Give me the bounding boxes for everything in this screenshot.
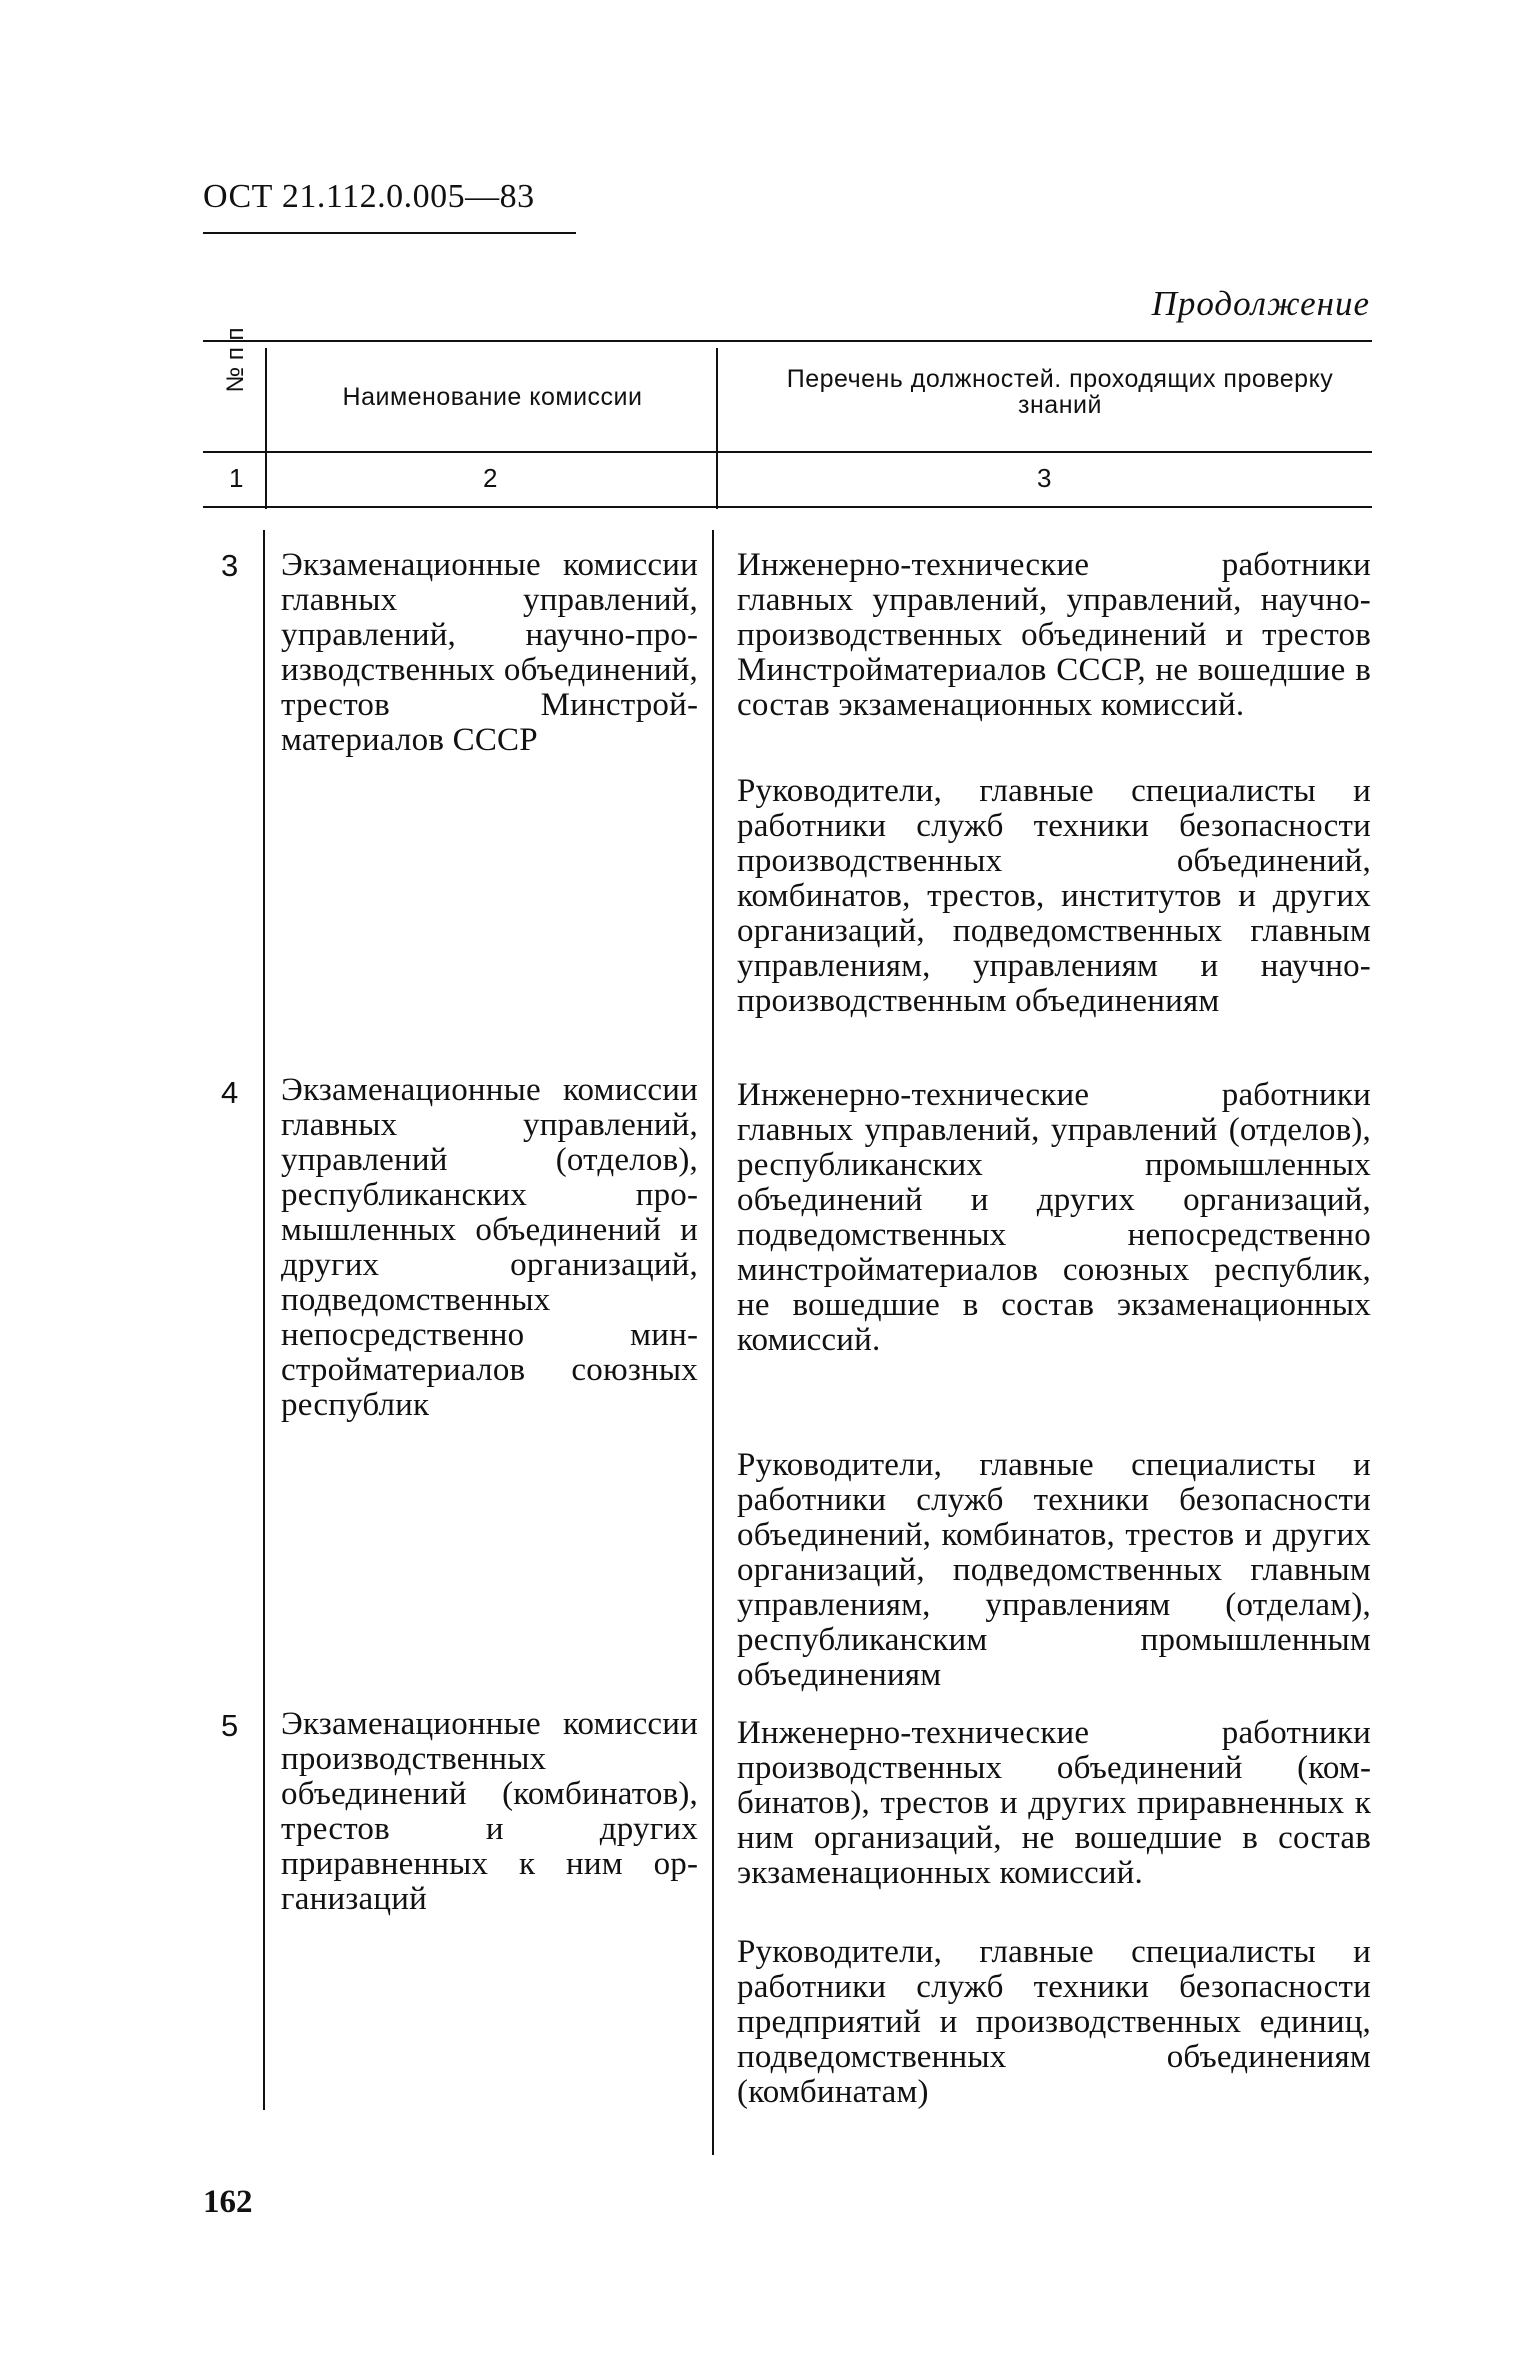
header-positions-list: Перечень должностей. проходящих проверку знаний: [786, 365, 1334, 420]
row-number: 5: [221, 1708, 239, 1743]
table-top-rule: [203, 340, 1372, 342]
commission-name: Экзаменационные комиссии главных управлений, управлений, научно-производственных объединений, трестов Минстройматериалов СССР: [281, 547, 698, 758]
continuation-label: Продолжение: [1151, 284, 1370, 323]
column-divider-1: [265, 348, 267, 509]
column-number-3: 3: [1037, 463, 1052, 493]
positions-paragraph: Инженерно-технические работники производственных объединений (комбинатов), трестов и других приравненных к ним организаций, не вошедшие в состав экзаменационных комиссий.: [737, 1715, 1371, 1891]
positions-paragraph: Руководители, главные специалисты и работники служб техники безопасности объединений, комбинатов, трестов и других организаций, подведомственных главным управлениям, управлениям (отделам), республиканским промышленным объединениям: [737, 1447, 1371, 1693]
positions-paragraph: Руководители, главные специалисты и работники служб техники безопасности предприятий и производственных единиц, подведомственных объединениям (комбинатам): [737, 1934, 1371, 2110]
row-number: 3: [221, 548, 239, 583]
row-number: 4: [221, 1075, 239, 1110]
header-commission-name: Наименование комиссии: [342, 383, 643, 411]
column-number-rule: [203, 506, 1372, 508]
page-number: 162: [203, 2184, 253, 2220]
positions-paragraph: Руководители, главные специалисты и работники служб техники безопасности производственных объединений, комбинатов, трестов, институтов и других организаций, подведомственных главным управлениям, управлениям и научно-производственным объединениям: [737, 773, 1371, 1019]
positions-paragraph: Инженерно-технические работники главных управлений, управлений (отделов), республиканских промышленных объединений и других организаций, подведомственных непосредственно минстройматериалов союзных республик, не вошедшие в состав экзаменационных комиссий.: [737, 1077, 1371, 1358]
header-bottom-rule: [203, 451, 1372, 453]
body-divider-1: [263, 530, 265, 2110]
doc-code-underline: [203, 232, 576, 234]
commission-name: Экзаменационные комиссии главных управлений, управлений (отделов), республиканских промышленных объединений и других организаций, подведомственных непосредственно минстройматериалов союзных республик: [281, 1072, 698, 1423]
positions-paragraph: Инженерно-технические работники главных управлений, управлений, научно-производственных объединений и трестов Минстройматериалов СССР, не вошедшие в состав экзаменационных комиссий.: [737, 547, 1371, 723]
column-number-2: 2: [483, 463, 498, 493]
body-divider-2: [712, 530, 714, 2155]
column-number-1: 1: [229, 463, 244, 493]
header-number: № п п: [222, 327, 249, 393]
commission-name: Экзаменационные комиссии производственных объединений (комбинатов), трестов и других приравненных к ним организаций: [281, 1706, 698, 1917]
column-divider-2: [716, 348, 718, 509]
doc-code: ОСТ 21.112.0.005—83: [203, 178, 535, 215]
